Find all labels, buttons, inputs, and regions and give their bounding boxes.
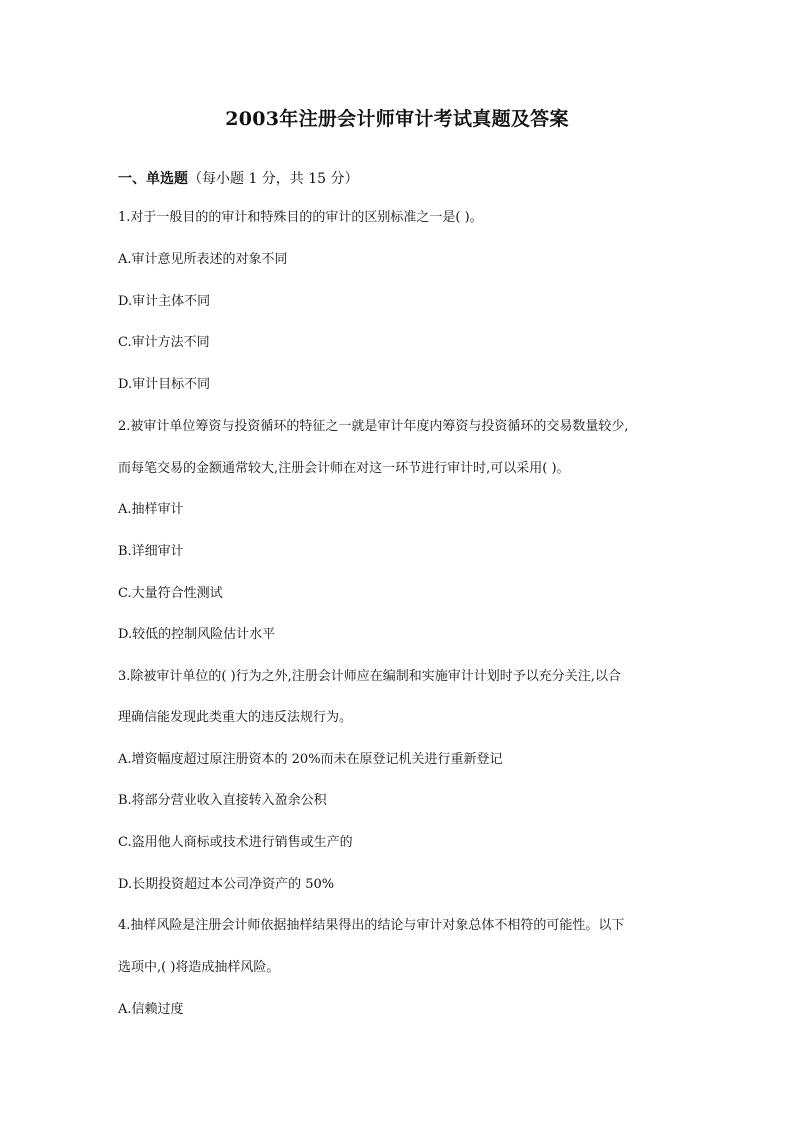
question-2-stem-line-2: 而每笔交易的金额通常较大,注册会计师在对这一环节进行审计时,可以采用( )。 <box>118 461 570 476</box>
question-2-option-a: A.抽样审计 <box>118 502 184 517</box>
question-2-option-b: B.详细审计 <box>118 544 184 559</box>
question-1-option-d: D.审计目标不同 <box>118 377 211 392</box>
question-1-stem: 1.对于一般目的的审计和特殊目的的审计的区别标准之一是( )。 <box>118 210 483 225</box>
question-4-stem-line-1: 4.抽样风险是注册会计师依据抽样结果得出的结论与审计对象总体不相符的可能性。以下 <box>118 918 625 933</box>
section-note: （每小题 1 分，共 15 分） <box>188 171 359 187</box>
section-header <box>118 168 359 188</box>
document-title: 2003年注册会计师审计考试真题及答案 <box>225 108 569 130</box>
question-3-option-a: A.增资幅度超过原注册资本的 20%而未在原登记机关进行重新登记 <box>118 752 503 767</box>
question-1-option-b: D.审计主体不同 <box>118 294 211 309</box>
question-3-stem-line-1: 3.除被审计单位的( )行为之外,注册会计师应在编制和实施审计计划时予以充分关注,以合 <box>118 669 621 684</box>
question-1-option-c: C.审计方法不同 <box>118 335 210 350</box>
question-3-option-d: D.长期投资超过本公司净资产的 50% <box>118 877 335 892</box>
question-1-option-a: A.审计意见所表述的对象不同 <box>118 252 288 267</box>
question-2-stem-line-1: 2.被审计单位筹资与投资循环的特征之一就是审计年度内筹资与投资循环的交易数量较少, <box>118 419 629 434</box>
question-3-option-c: C.盗用他人商标或技术进行销售或生产的 <box>118 835 353 850</box>
question-4-option-a: A.信赖过度 <box>118 1002 184 1017</box>
question-2-option-c: C.大量符合性测试 <box>118 586 223 601</box>
question-3-option-b: B.将部分营业收入直接转入盈余公积 <box>118 793 327 808</box>
question-3-stem-line-2: 理确信能发现此类重大的违反法规行为。 <box>118 710 353 725</box>
section-heading: 一、单选题 <box>118 171 188 187</box>
question-2-option-d: D.较低的控制风险估计水平 <box>118 627 276 642</box>
question-4-stem-line-2: 选项中,( )将造成抽样风险。 <box>118 960 280 975</box>
